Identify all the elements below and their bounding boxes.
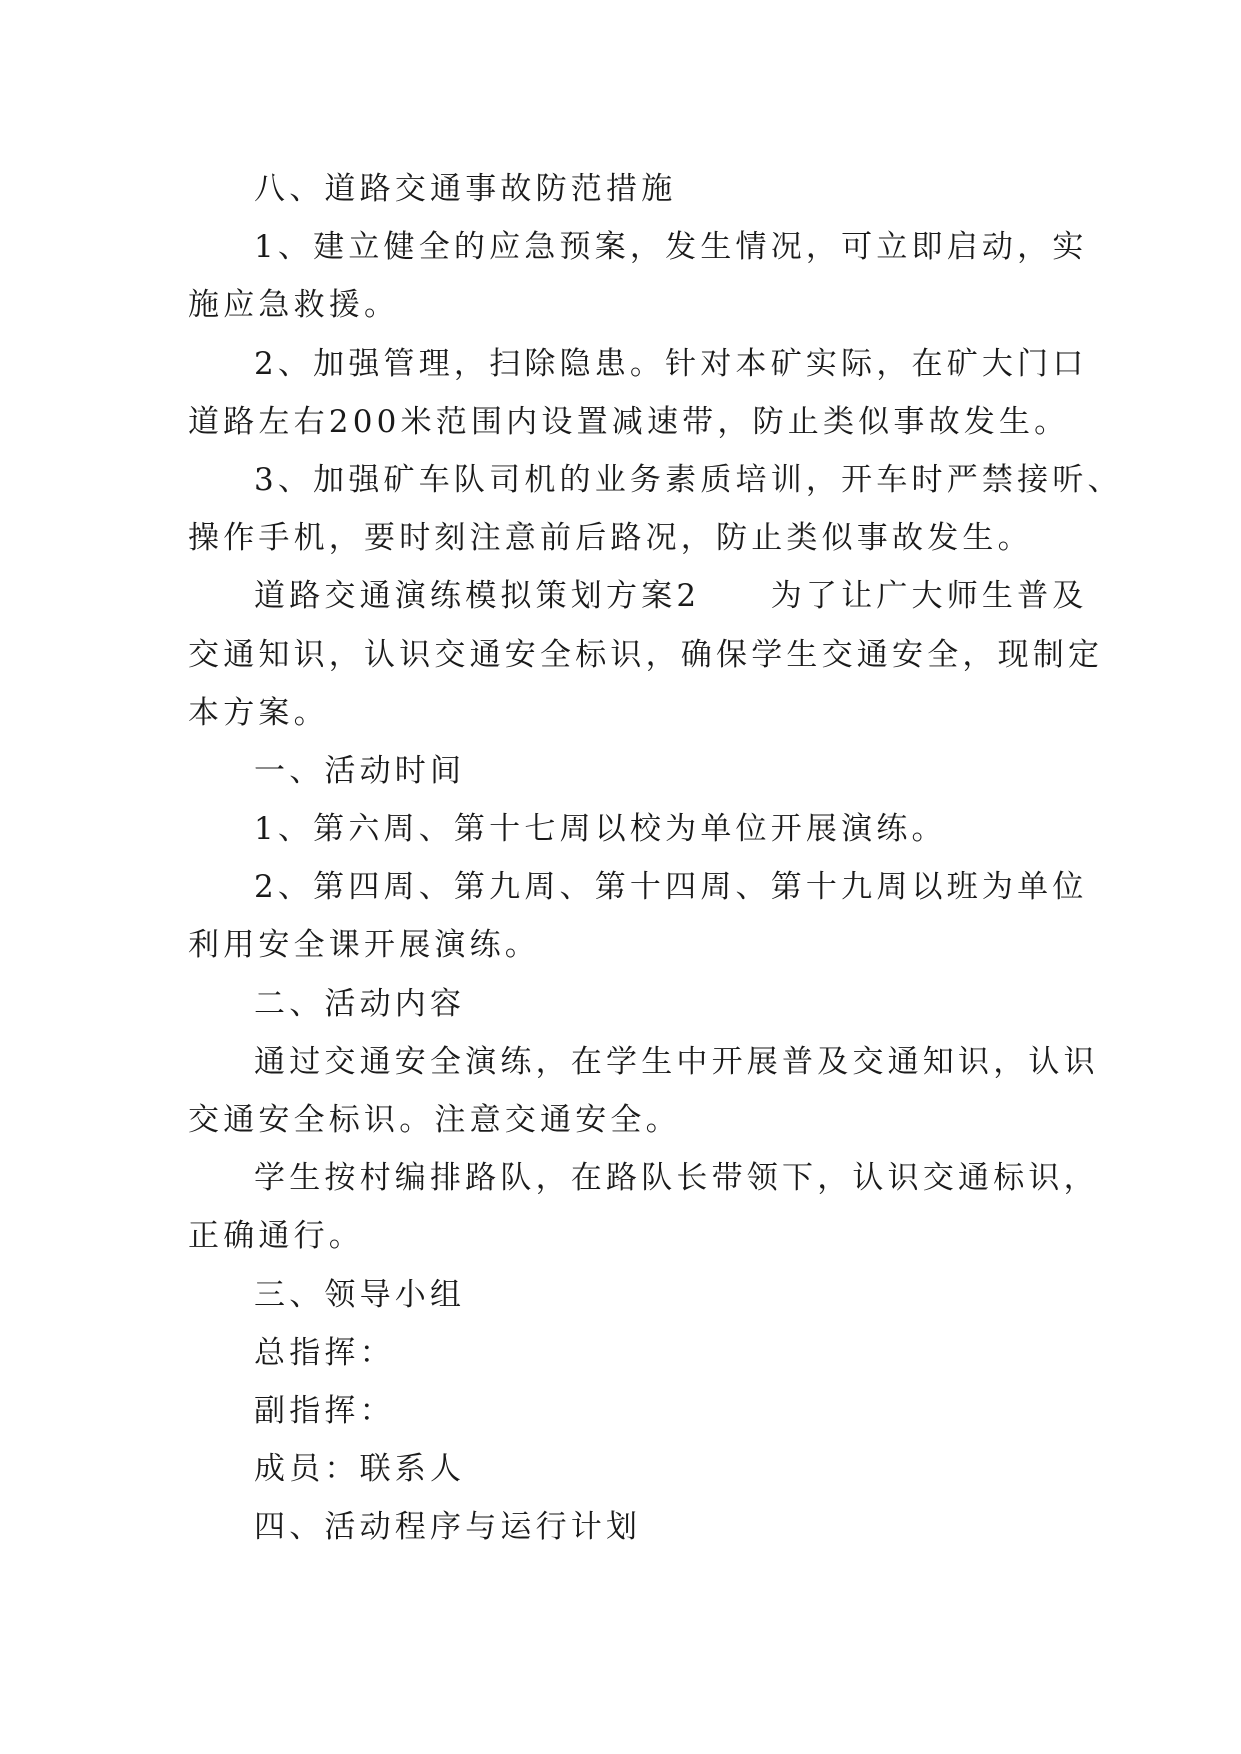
paragraph-line: 操作手机，要时刻注意前后路况，防止类似事故发生。 — [188, 520, 1033, 557]
paragraph-line: 3、加强矿车队司机的业务素质培训，开车时严禁接听、 — [254, 461, 1123, 498]
paragraph-line: 施应急救援。 — [188, 287, 400, 324]
section-heading: 八、道路交通事故防范措施 — [254, 171, 677, 207]
paragraph-line: 1、第六周、第十七周以校为单位开展演练。 — [254, 811, 947, 848]
document-body — [188, 160, 1123, 1557]
paragraph-line: 2、第四周、第九周、第十四周、第十九周以班为单位 — [254, 869, 1088, 906]
paragraph-line: 1、建立健全的应急预案，发生情况，可立即启动，实 — [254, 229, 1088, 266]
paragraph-line: 交通知识，认识交通安全标识，确保学生交通安全，现制定 — [188, 636, 1104, 673]
paragraph-line: 正确通行。 — [188, 1218, 364, 1255]
paragraph-line: 本方案。 — [188, 694, 329, 731]
paragraph-line: 学生按村编排路队，在路队长带领下，认识交通标识， — [254, 1160, 1099, 1197]
paragraph-line: 交通安全标识。注意交通安全。 — [188, 1102, 681, 1138]
section-heading: 三、领导小组 — [254, 1276, 466, 1313]
paragraph-line: 通过交通安全演练，在学生中开展普及交通知识，认识 — [254, 1043, 1099, 1080]
paragraph-line: 利用安全课开展演练。 — [188, 927, 540, 964]
section-heading: 一、活动时间 — [254, 752, 466, 789]
paragraph-line: 副指挥： — [254, 1392, 395, 1429]
paragraph-line: 成员：联系人 — [254, 1451, 466, 1488]
paragraph-line: 总指挥： — [254, 1334, 395, 1371]
section-heading: 四、活动程序与运行计划 — [254, 1509, 642, 1546]
section-heading: 二、活动内容 — [254, 985, 466, 1022]
paragraph-line: 道路左右200米范围内设置减速带，防止类似事故发生。 — [188, 403, 1070, 440]
paragraph-line: 2、加强管理，扫除隐患。针对本矿实际，在矿大门口 — [254, 345, 1088, 382]
paragraph-line: 道路交通演练模拟策划方案2 为了让广大师生普及 — [254, 578, 1088, 615]
